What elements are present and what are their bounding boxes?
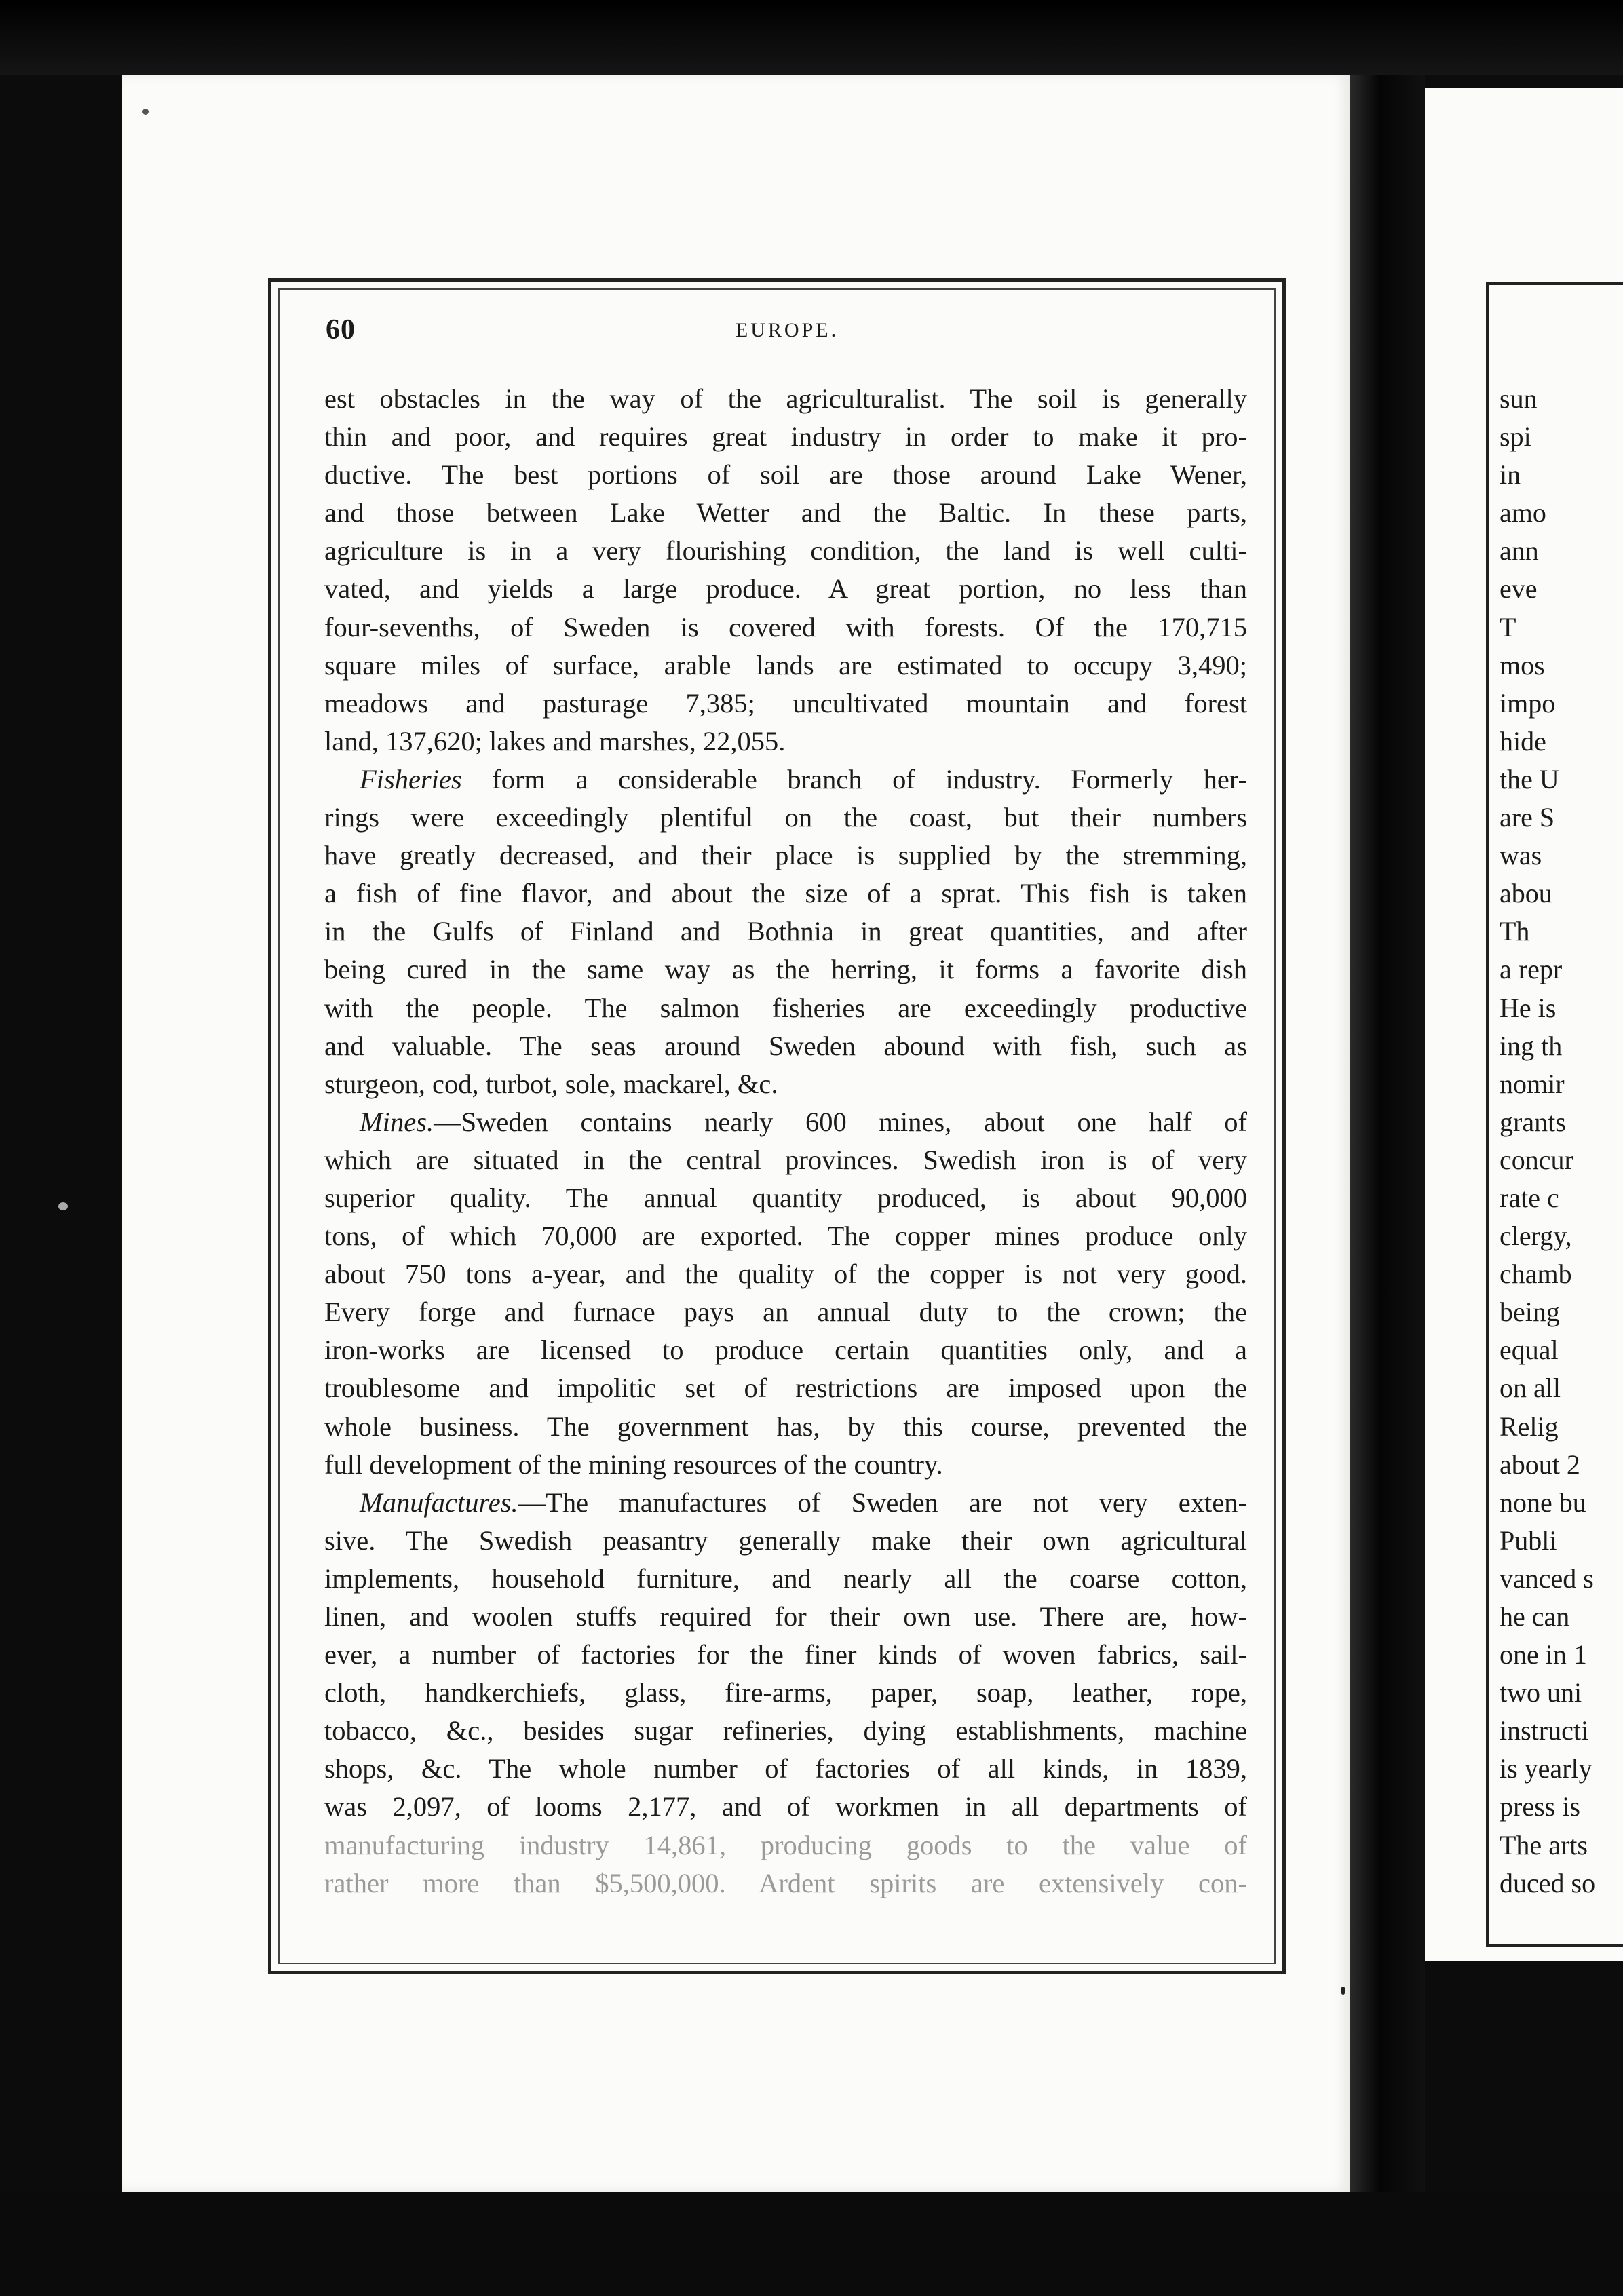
text-line: have greatly decreased, and their place is supplied by the stremming, xyxy=(324,840,1247,871)
right-page-fragment: ing th xyxy=(1500,1030,1563,1061)
text-line: was 2,097, of looms 2,177, and of workmen in all departments of xyxy=(324,1791,1247,1822)
text-line: vated, and yields a large produce. A great portion, no less than xyxy=(324,573,1247,605)
text-line: linen, and woolen stuffs required for their own use. There are, how- xyxy=(324,1601,1247,1632)
page-number: 60 xyxy=(326,314,356,345)
scan-speck xyxy=(58,1202,68,1210)
right-page-fragment: grants xyxy=(1500,1106,1566,1137)
right-page-fragment: two uni xyxy=(1500,1677,1582,1708)
text-line: Every forge and furnace pays an annual duty to the crown; the xyxy=(324,1297,1247,1328)
right-page-fragment: equal xyxy=(1500,1335,1559,1366)
right-page-fragment: T xyxy=(1500,611,1516,643)
right-page-fragment: Publi xyxy=(1500,1525,1557,1556)
text-line: sive. The Swedish peasantry generally make their own agricultural xyxy=(324,1525,1247,1556)
scan-background-top xyxy=(0,0,1623,75)
right-page-fragment: He is xyxy=(1500,992,1557,1023)
text-line: about 750 tons a-year, and the quality of the copper is not very good. xyxy=(324,1259,1247,1290)
scan-speck xyxy=(1341,1987,1345,1995)
right-page-frame-bottom xyxy=(1486,1944,1623,1947)
right-page-fragment: The arts xyxy=(1500,1829,1588,1860)
text-line: rings were exceedingly plentiful on the coast, but their numbers xyxy=(324,802,1247,833)
right-page-frame-left xyxy=(1486,282,1489,1947)
text-line: troublesome and impolitic set of restrictions are imposed upon the xyxy=(324,1373,1247,1404)
right-page-fragment: hide xyxy=(1500,725,1546,757)
text-line: ever, a number of factories for the finer kinds of woven fabrics, sail- xyxy=(324,1639,1247,1670)
right-page-fragment: he can xyxy=(1500,1601,1570,1632)
right-page-fragment: duced so xyxy=(1500,1867,1596,1898)
text-line: est obstacles in the way of the agriculturalist. The soil is generally xyxy=(324,383,1247,414)
text-line: and valuable. The seas around Sweden abound with fish, such as xyxy=(324,1030,1247,1061)
right-page-fragment: nomir xyxy=(1500,1068,1565,1099)
right-page-fragment: Relig xyxy=(1500,1411,1559,1442)
right-page-fragment: sun xyxy=(1500,383,1538,414)
text-line: thin and poor, and requires great industry in order to make it pro- xyxy=(324,421,1247,453)
mines-first-line xyxy=(324,1103,1247,1141)
fisheries-heading: Fisheries xyxy=(360,763,462,795)
right-page-fragment: one in 1 xyxy=(1500,1639,1587,1670)
right-page-text xyxy=(1500,380,1623,1902)
text-line: iron-works are licensed to produce certain quantities only, and a xyxy=(324,1335,1247,1366)
right-page-fragment: instructi xyxy=(1500,1715,1589,1746)
fisheries-first-line xyxy=(324,761,1247,799)
text-line: agriculture is in a very flourishing condition, the land is well culti- xyxy=(324,535,1247,567)
right-page-fragment: chamb xyxy=(1500,1259,1572,1290)
right-page-fragment: being xyxy=(1500,1297,1560,1328)
right-page-fragment: about 2 xyxy=(1500,1449,1580,1480)
right-page-fragment: Th xyxy=(1500,916,1530,947)
text-line: which are situated in the central provinces. Swedish iron is of very xyxy=(324,1144,1247,1175)
right-page-fragment: the U xyxy=(1500,763,1559,795)
right-page-fragment: press is xyxy=(1500,1791,1580,1822)
text-line: in the Gulfs of Finland and Bothnia in great quantities, and after xyxy=(324,916,1247,947)
manufactures-heading: Manufactures. xyxy=(360,1487,518,1518)
text-line: a fish of fine flavor, and about the size of a sprat. This fish is taken xyxy=(324,878,1247,909)
text-line: shops, &c. The whole number of factories of all kinds, in 1839, xyxy=(324,1753,1247,1784)
text-line: with the people. The salmon fisheries are exceedingly productive xyxy=(324,992,1247,1023)
running-head-title: EUROPE. xyxy=(735,319,839,341)
right-page-fragment: mos xyxy=(1500,649,1545,681)
text-line: superior quality. The annual quantity produced, is about 90,000 xyxy=(324,1182,1247,1213)
right-page-fragment: none bu xyxy=(1500,1487,1586,1518)
text-line: full development of the mining resources of the country. xyxy=(324,1449,943,1480)
right-page-fragment: in xyxy=(1500,459,1521,491)
text-line: square miles of surface, arable lands are estimated to occupy 3,490; xyxy=(324,649,1247,681)
text-line: ductive. The best portions of soil are those around Lake Wener, xyxy=(324,459,1247,491)
text-line: implements, household furniture, and nearly all the coarse cotton, xyxy=(324,1563,1247,1594)
running-head xyxy=(326,313,1248,354)
text-line: being cured in the same way as the herring, it forms a favorite dish xyxy=(324,954,1247,985)
scan-background-bottom xyxy=(0,2192,1623,2296)
right-page-fragment: impo xyxy=(1500,687,1556,719)
right-page-fragment: was xyxy=(1500,840,1542,871)
mines-heading: Mines. xyxy=(360,1106,434,1137)
right-page-fragment: are S xyxy=(1500,802,1555,833)
text-line: four-sevenths, of Sweden is covered with forests. Of the 170,715 xyxy=(324,611,1247,643)
right-page-fragment: concur xyxy=(1500,1144,1573,1175)
right-page-fragment: eve xyxy=(1500,573,1538,605)
text-line: and those between Lake Wetter and the Baltic. In these parts, xyxy=(324,497,1247,529)
body-text xyxy=(324,380,1247,1902)
right-page-fragment: amo xyxy=(1500,497,1546,529)
text-line: manufacturing industry 14,861, producing goods to the value of xyxy=(324,1829,1247,1860)
right-page-fragment: abou xyxy=(1500,878,1552,909)
text-line: tobacco, &c., besides sugar refineries, dying establishments, machine xyxy=(324,1715,1247,1746)
right-page-fragment: clergy, xyxy=(1500,1221,1572,1252)
book-gutter xyxy=(1350,75,1425,2192)
right-page-fragment: ann xyxy=(1500,535,1539,567)
right-page-frame-top xyxy=(1486,282,1623,285)
mines-first-line-text: —Sweden contains nearly 600 mines, about one half of xyxy=(434,1106,1247,1137)
right-page-fragment: spi xyxy=(1500,421,1531,453)
text-line: land, 137,620; lakes and marshes, 22,055. xyxy=(324,725,786,757)
right-page-fragment: vanced s xyxy=(1500,1563,1594,1594)
right-page-fragment: is yearly xyxy=(1500,1753,1592,1784)
text-line: sturgeon, cod, turbot, sole, mackarel, &c. xyxy=(324,1068,778,1099)
fisheries-first-line-text: form a considerable branch of industry. Formerly her- xyxy=(492,763,1247,795)
text-line: rather more than $5,500,000. Ardent spirits are extensively con- xyxy=(324,1867,1247,1898)
text-line: whole business. The government has, by this course, prevented the xyxy=(324,1411,1247,1442)
manufactures-first-line xyxy=(324,1484,1247,1522)
text-line: tons, of which 70,000 are exported. The copper mines produce only xyxy=(324,1221,1247,1252)
right-page-fragment: on all xyxy=(1500,1373,1561,1404)
scan-speck xyxy=(142,109,149,115)
right-page-fragment: a repr xyxy=(1500,954,1563,985)
text-line: meadows and pasturage 7,385; uncultivated mountain and forest xyxy=(324,687,1247,719)
text-line: cloth, handkerchiefs, glass, fire-arms, paper, soap, leather, rope, xyxy=(324,1677,1247,1708)
right-page-fragment: rate c xyxy=(1500,1182,1559,1213)
manufactures-first-line-text: —The manufactures of Sweden are not very exten- xyxy=(518,1487,1247,1518)
